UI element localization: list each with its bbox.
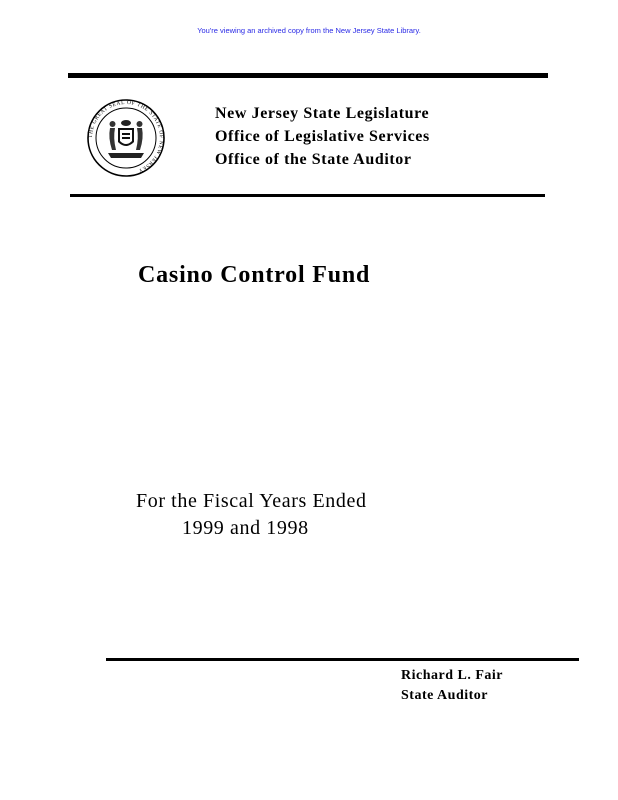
report-period-line2: 1999 and 1998 — [182, 517, 309, 539]
agency-header — [215, 102, 430, 171]
auditor-name: Richard L. Fair — [401, 668, 503, 683]
auditor-signoff — [401, 666, 503, 706]
auditor-title: State Auditor — [401, 688, 488, 703]
header-divider — [70, 194, 545, 197]
office-legislative-services: Office of Legislative Services — [215, 128, 430, 145]
report-title: Casino Control Fund — [138, 262, 371, 288]
archive-notice: You're viewing an archived copy from the New Jersey State Library. — [197, 26, 421, 35]
report-period-line1: For the Fiscal Years Ended — [136, 490, 367, 512]
new-jersey-state-seal-icon — [86, 98, 166, 178]
office-state-auditor: Office of the State Auditor — [215, 151, 412, 168]
svg-text:THE GREAT SEAL OF THE STATE OF: THE GREAT SEAL OF THE STATE OF NEW JERSEY — [87, 99, 165, 174]
top-divider — [68, 73, 548, 78]
footer-divider — [106, 658, 579, 661]
legislature-name: New Jersey State Legislature — [215, 105, 430, 122]
